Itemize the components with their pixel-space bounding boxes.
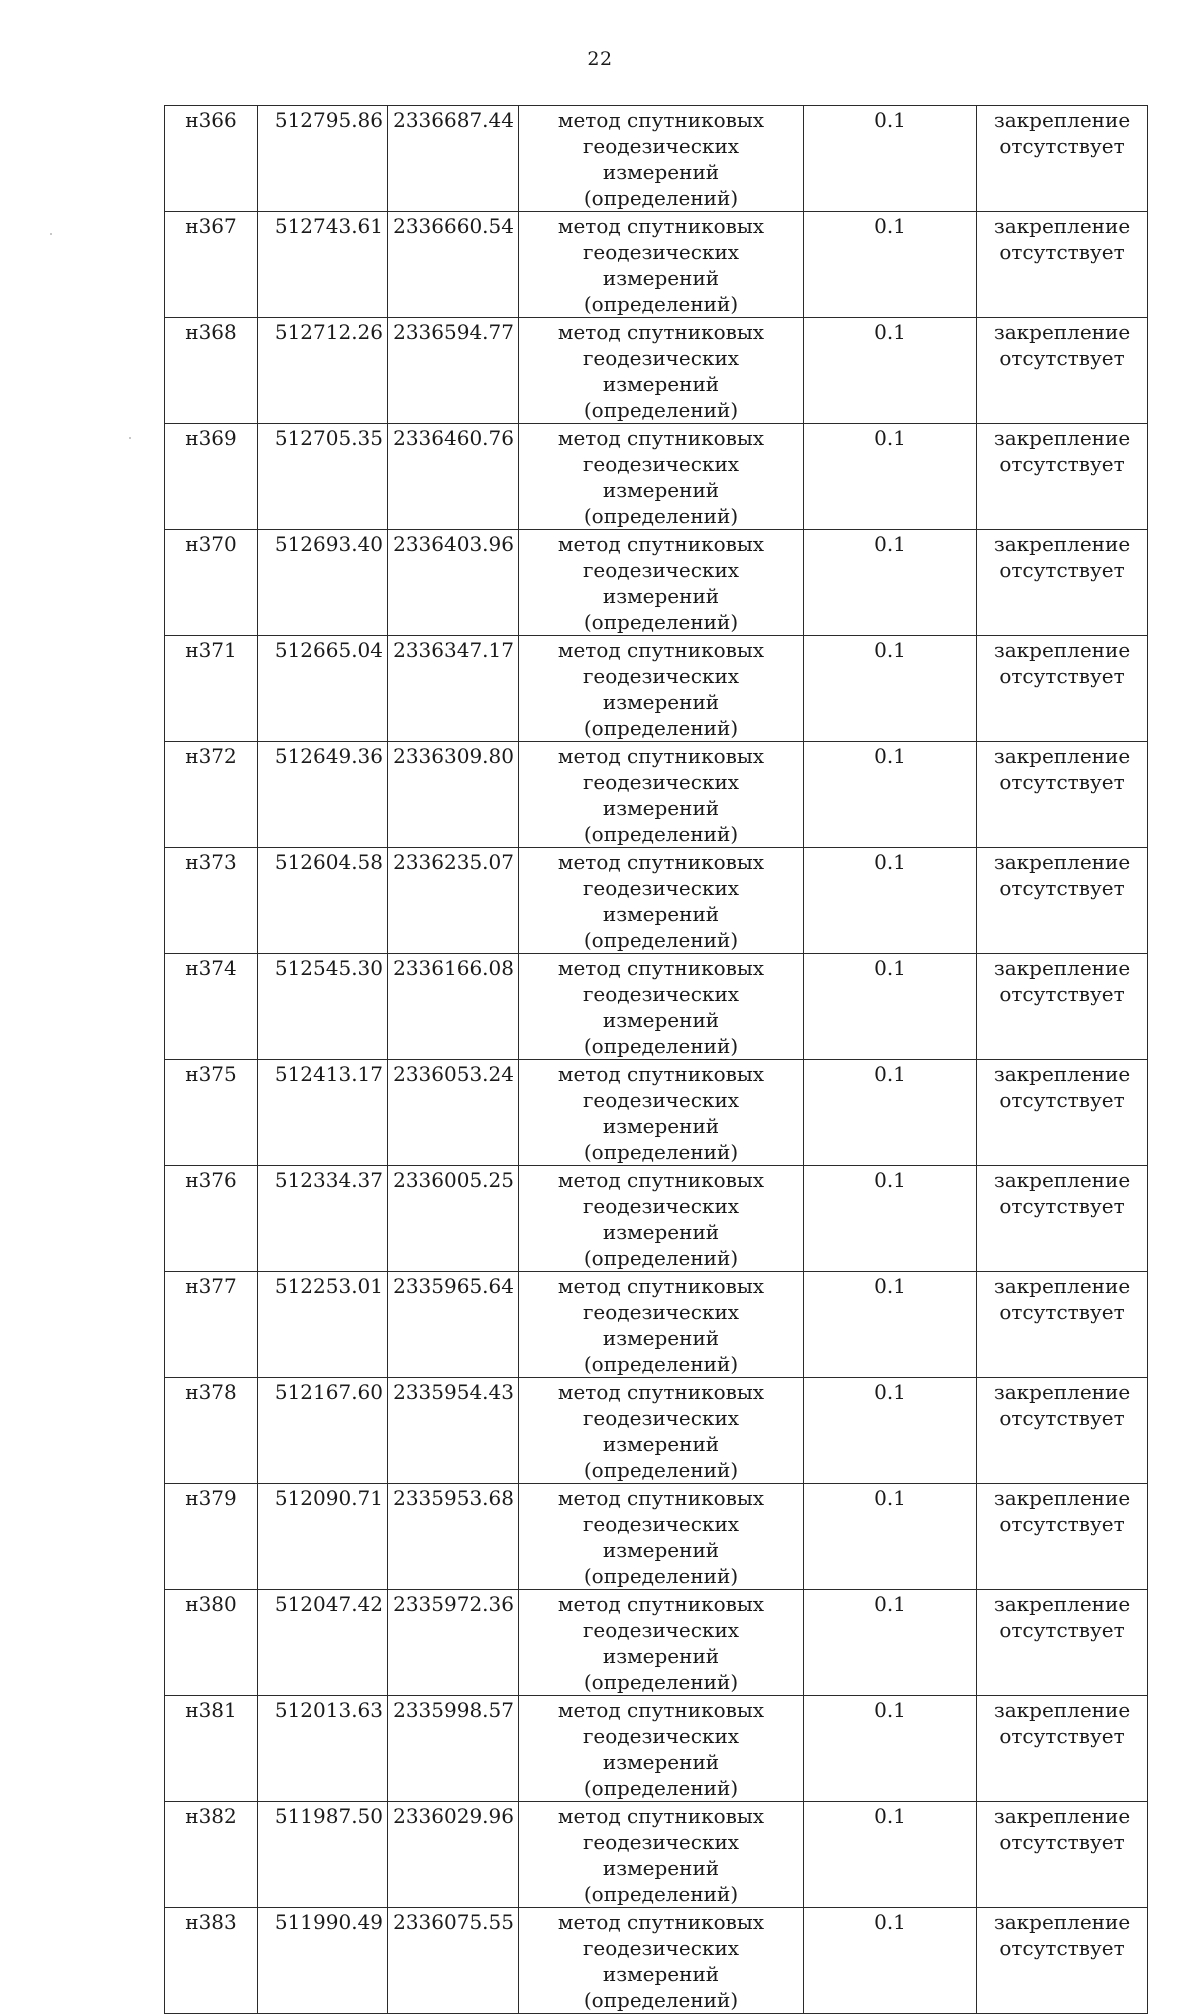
x-coordinate-cell: 512705.35 [258, 424, 388, 530]
point-name-cell: н369 [165, 424, 258, 530]
table-row [165, 954, 1148, 1060]
fixing-description-cell: закрепление отсутствует [977, 954, 1148, 1060]
y-coordinate-cell: 2336005.25 [388, 1166, 519, 1272]
point-name-cell: н376 [165, 1166, 258, 1272]
y-coordinate-cell: 2336687.44 [388, 106, 519, 212]
table-row [165, 1484, 1148, 1590]
fixing-description-cell: закрепление отсутствует [977, 106, 1148, 212]
point-name-cell: н378 [165, 1378, 258, 1484]
table-row [165, 636, 1148, 742]
accuracy-cell: 0.1 [804, 106, 977, 212]
fixing-description-cell: закрепление отсутствует [977, 1908, 1148, 2014]
method-cell: метод спутниковых геодезических измерений (определений) [519, 1908, 804, 2014]
method-cell: метод спутниковых геодезических измерений (определений) [519, 1484, 804, 1590]
method-cell: метод спутниковых геодезических измерений (определений) [519, 1272, 804, 1378]
point-name-cell: н374 [165, 954, 258, 1060]
method-cell: метод спутниковых геодезических измерений (определений) [519, 742, 804, 848]
fixing-description-cell: закрепление отсутствует [977, 1590, 1148, 1696]
table-row [165, 530, 1148, 636]
table-row [165, 318, 1148, 424]
x-coordinate-cell: 512604.58 [258, 848, 388, 954]
x-coordinate-cell: 512693.40 [258, 530, 388, 636]
accuracy-cell: 0.1 [804, 1696, 977, 1802]
fixing-description-cell: закрепление отсутствует [977, 1060, 1148, 1166]
method-cell: метод спутниковых геодезических измерений (определений) [519, 1378, 804, 1484]
x-coordinate-cell: 512167.60 [258, 1378, 388, 1484]
x-coordinate-cell: 511987.50 [258, 1802, 388, 1908]
fixing-description-cell: закрепление отсутствует [977, 530, 1148, 636]
accuracy-cell: 0.1 [804, 318, 977, 424]
table-row [165, 1908, 1148, 2014]
y-coordinate-cell: 2335954.43 [388, 1378, 519, 1484]
y-coordinate-cell: 2336347.17 [388, 636, 519, 742]
fixing-description-cell: закрепление отсутствует [977, 1166, 1148, 1272]
accuracy-cell: 0.1 [804, 424, 977, 530]
accuracy-cell: 0.1 [804, 1908, 977, 2014]
table-row [165, 1802, 1148, 1908]
table-row [165, 1590, 1148, 1696]
x-coordinate-cell: 511990.49 [258, 1908, 388, 2014]
x-coordinate-cell: 512665.04 [258, 636, 388, 742]
fixing-description-cell: закрепление отсутствует [977, 848, 1148, 954]
y-coordinate-cell: 2336053.24 [388, 1060, 519, 1166]
accuracy-cell: 0.1 [804, 1484, 977, 1590]
method-cell: метод спутниковых геодезических измерений (определений) [519, 212, 804, 318]
method-cell: метод спутниковых геодезических измерений (определений) [519, 1696, 804, 1802]
fixing-description-cell: закрепление отсутствует [977, 636, 1148, 742]
fixing-description-cell: закрепление отсутствует [977, 424, 1148, 530]
x-coordinate-cell: 512795.86 [258, 106, 388, 212]
point-name-cell: н383 [165, 1908, 258, 2014]
method-cell: метод спутниковых геодезических измерений (определений) [519, 636, 804, 742]
method-cell: метод спутниковых геодезических измерений (определений) [519, 848, 804, 954]
y-coordinate-cell: 2335953.68 [388, 1484, 519, 1590]
x-coordinate-cell: 512047.42 [258, 1590, 388, 1696]
accuracy-cell: 0.1 [804, 212, 977, 318]
fixing-description-cell: закрепление отсутствует [977, 1378, 1148, 1484]
x-coordinate-cell: 512334.37 [258, 1166, 388, 1272]
table-row [165, 212, 1148, 318]
accuracy-cell: 0.1 [804, 848, 977, 954]
table-row [165, 1166, 1148, 1272]
table-row [165, 1272, 1148, 1378]
table-row [165, 106, 1148, 212]
accuracy-cell: 0.1 [804, 1272, 977, 1378]
point-name-cell: н370 [165, 530, 258, 636]
point-name-cell: н377 [165, 1272, 258, 1378]
fixing-description-cell: закрепление отсутствует [977, 742, 1148, 848]
accuracy-cell: 0.1 [804, 1590, 977, 1696]
y-coordinate-cell: 2336029.96 [388, 1802, 519, 1908]
method-cell: метод спутниковых геодезических измерений (определений) [519, 1060, 804, 1166]
method-cell: метод спутниковых геодезических измерений (определений) [519, 954, 804, 1060]
coordinates-table [164, 105, 1148, 2014]
x-coordinate-cell: 512712.26 [258, 318, 388, 424]
point-name-cell: н379 [165, 1484, 258, 1590]
method-cell: метод спутниковых геодезических измерений (определений) [519, 318, 804, 424]
scan-speck [50, 233, 52, 235]
point-name-cell: н367 [165, 212, 258, 318]
accuracy-cell: 0.1 [804, 636, 977, 742]
coordinates-table-body [165, 106, 1148, 2014]
point-name-cell: н382 [165, 1802, 258, 1908]
y-coordinate-cell: 2336235.07 [388, 848, 519, 954]
table-row [165, 1696, 1148, 1802]
y-coordinate-cell: 2336403.96 [388, 530, 519, 636]
point-name-cell: н373 [165, 848, 258, 954]
y-coordinate-cell: 2336309.80 [388, 742, 519, 848]
accuracy-cell: 0.1 [804, 1166, 977, 1272]
point-name-cell: н375 [165, 1060, 258, 1166]
y-coordinate-cell: 2336166.08 [388, 954, 519, 1060]
x-coordinate-cell: 512013.63 [258, 1696, 388, 1802]
point-name-cell: н372 [165, 742, 258, 848]
page-number: 22 [587, 48, 613, 70]
table-row [165, 742, 1148, 848]
method-cell: метод спутниковых геодезических измерений (определений) [519, 1590, 804, 1696]
accuracy-cell: 0.1 [804, 1802, 977, 1908]
x-coordinate-cell: 512253.01 [258, 1272, 388, 1378]
table-row [165, 1378, 1148, 1484]
method-cell: метод спутниковых геодезических измерений (определений) [519, 530, 804, 636]
accuracy-cell: 0.1 [804, 742, 977, 848]
fixing-description-cell: закрепление отсутствует [977, 318, 1148, 424]
accuracy-cell: 0.1 [804, 1060, 977, 1166]
fixing-description-cell: закрепление отсутствует [977, 1272, 1148, 1378]
point-name-cell: н381 [165, 1696, 258, 1802]
point-name-cell: н368 [165, 318, 258, 424]
method-cell: метод спутниковых геодезических измерений (определений) [519, 106, 804, 212]
method-cell: метод спутниковых геодезических измерений (определений) [519, 1166, 804, 1272]
fixing-description-cell: закрепление отсутствует [977, 212, 1148, 318]
y-coordinate-cell: 2336660.54 [388, 212, 519, 318]
table-row [165, 848, 1148, 954]
y-coordinate-cell: 2336594.77 [388, 318, 519, 424]
x-coordinate-cell: 512649.36 [258, 742, 388, 848]
x-coordinate-cell: 512545.30 [258, 954, 388, 1060]
fixing-description-cell: закрепление отсутствует [977, 1484, 1148, 1590]
accuracy-cell: 0.1 [804, 954, 977, 1060]
method-cell: метод спутниковых геодезических измерений (определений) [519, 424, 804, 530]
scan-speck [129, 437, 131, 439]
y-coordinate-cell: 2335965.64 [388, 1272, 519, 1378]
y-coordinate-cell: 2336075.55 [388, 1908, 519, 2014]
y-coordinate-cell: 2335972.36 [388, 1590, 519, 1696]
y-coordinate-cell: 2335998.57 [388, 1696, 519, 1802]
y-coordinate-cell: 2336460.76 [388, 424, 519, 530]
fixing-description-cell: закрепление отсутствует [977, 1696, 1148, 1802]
accuracy-cell: 0.1 [804, 1378, 977, 1484]
fixing-description-cell: закрепление отсутствует [977, 1802, 1148, 1908]
point-name-cell: н366 [165, 106, 258, 212]
point-name-cell: н371 [165, 636, 258, 742]
point-name-cell: н380 [165, 1590, 258, 1696]
accuracy-cell: 0.1 [804, 530, 977, 636]
x-coordinate-cell: 512743.61 [258, 212, 388, 318]
method-cell: метод спутниковых геодезических измерений (определений) [519, 1802, 804, 1908]
table-row [165, 424, 1148, 530]
x-coordinate-cell: 512090.71 [258, 1484, 388, 1590]
table-row [165, 1060, 1148, 1166]
x-coordinate-cell: 512413.17 [258, 1060, 388, 1166]
